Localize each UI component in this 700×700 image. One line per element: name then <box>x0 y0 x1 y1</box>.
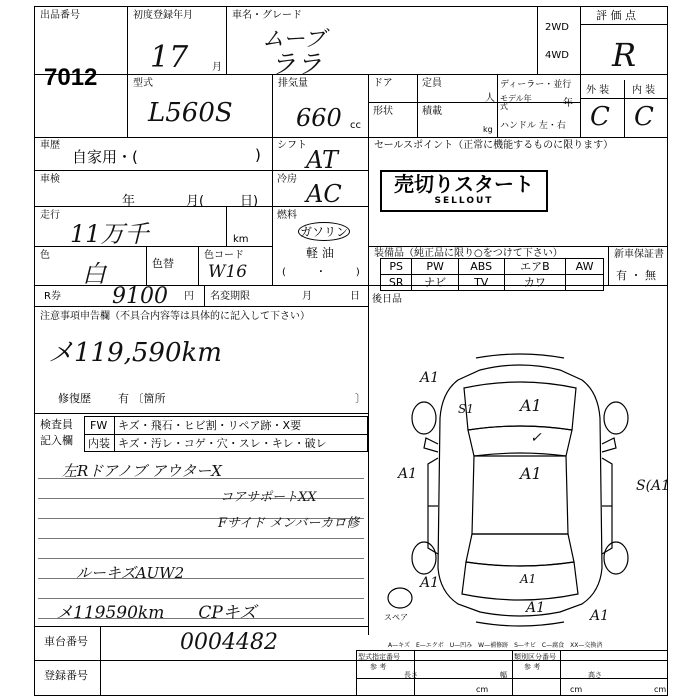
int-score: C <box>634 102 654 132</box>
recycle-value: 9100 <box>112 284 168 309</box>
history-close: ) <box>255 146 261 164</box>
inspection-day: 日) <box>240 194 259 209</box>
notes-label: 注意事項申告欄（不具合内容等は具体的に記入して下さい） <box>40 311 310 322</box>
interior-head: 内装 <box>88 437 110 450</box>
repair-close: 〕 <box>355 392 366 405</box>
chassis-label: 車台番号 <box>44 635 88 648</box>
doors-label: ドア <box>373 78 393 89</box>
displacement: 660 <box>296 104 342 132</box>
color-value: 白 <box>82 260 106 288</box>
color-label: 色 <box>40 250 50 261</box>
equip-aw: AW <box>566 259 604 275</box>
fuel-label: 燃料 <box>277 210 297 221</box>
car-diagram <box>372 348 671 628</box>
load-unit: kg <box>483 125 493 134</box>
capacity-unit: 人 <box>485 93 495 104</box>
inspector-note-2: コアサポートXX <box>220 490 317 505</box>
equip-ps: PS <box>381 259 412 275</box>
repair-label: 修復歴 <box>58 392 91 405</box>
inspector-label-2: 記入欄 <box>40 434 73 447</box>
mark-front-left-wheel: S1 <box>458 402 474 416</box>
lot-no: 7012 <box>44 64 98 91</box>
first-reg-year: 17 <box>150 40 189 75</box>
handle-label: ハンドル 左・右 <box>500 121 566 131</box>
history-value: 自家用・( <box>72 148 138 166</box>
wd-4: 4WD <box>545 50 569 61</box>
fuel-gasoline: ガソリン <box>298 222 350 241</box>
color-code-label: 色コード <box>204 250 244 261</box>
ac-value: AC <box>306 180 342 208</box>
first-reg-label: 初度登録年月 <box>133 10 193 21</box>
fw-head: FW <box>90 419 108 432</box>
stamp-main: 売切りスタート <box>394 172 534 196</box>
model-year-unit: 年 <box>563 98 573 109</box>
name-change-label: 名変期限 <box>210 291 250 302</box>
mark-windshield: ✓ <box>530 430 542 446</box>
length-unit: cm <box>476 685 489 694</box>
equip-airbag: エアB <box>504 259 565 275</box>
inspection-month: 月( <box>186 194 205 209</box>
recycle-unit: 円 <box>184 291 194 302</box>
displacement-label: 排気量 <box>278 78 308 89</box>
inspection-year: 年 <box>122 194 136 209</box>
displacement-unit: cc <box>350 120 361 131</box>
spare-label: スペア <box>384 613 408 622</box>
equip-sr: SR <box>381 275 412 291</box>
mark-right-side: S(A1 <box>636 478 671 494</box>
first-reg-month-unit: 月 <box>212 62 222 73</box>
width-unit: cm <box>570 685 583 694</box>
warranty-options: 有 ・ 無 <box>616 269 656 282</box>
mark-rear-panel: A1 <box>520 572 537 586</box>
rear-seat-label: 後日品 <box>372 294 402 305</box>
designation-label: 型式指定番号 <box>358 653 400 661</box>
equipment-label: 装備品（純正品に限り○をつけて下さい） <box>374 248 563 259</box>
mileage-value: 11万千 <box>70 220 149 248</box>
class-label: 類別区分番号 <box>514 653 556 661</box>
class-ref: 参 考 <box>524 663 541 671</box>
sellout-stamp <box>380 170 548 212</box>
fuel-paren: ( ・ ) <box>282 267 360 278</box>
mark-rear-left: A1 <box>420 575 440 591</box>
warranty-label: 新車保証書 <box>614 249 664 260</box>
model-code: L560S <box>148 98 233 128</box>
mark-rear-bumper: A1 <box>526 600 546 616</box>
equipment-table <box>380 258 604 291</box>
mark-rear-right: A1 <box>590 608 610 624</box>
mark-hood: A1 <box>520 396 542 415</box>
capacity-label: 定員 <box>422 78 442 89</box>
wd-2: 2WD <box>545 22 569 33</box>
notes-handwritten: メ119,590km <box>48 338 222 368</box>
model-grade-label: 車名・グレード <box>232 10 302 21</box>
equip-tv: TV <box>458 275 504 291</box>
shape-label: 形状 <box>373 106 393 117</box>
recycle-label: R券 <box>44 291 61 302</box>
repair-value: 有 〔箇所 <box>118 392 166 405</box>
ext-score: C <box>590 102 610 132</box>
reg-label: 登録番号 <box>44 669 88 682</box>
mark-front-left-fender: A1 <box>420 370 440 386</box>
mileage-unit: km <box>233 234 249 245</box>
score-label: 評 価 点 <box>596 9 636 22</box>
stamp-sub: SELLOUT <box>434 196 494 206</box>
mark-left-door: A1 <box>398 466 418 482</box>
equip-blank <box>566 275 604 291</box>
color-change-label: 色替 <box>152 257 174 270</box>
load-label: 積載 <box>422 106 442 117</box>
designation-ref: 参 考 <box>370 663 387 671</box>
model-code-label: 型式 <box>133 78 153 89</box>
equip-pw: PW <box>412 259 458 275</box>
shift-label: シフト <box>277 140 307 151</box>
equip-leather: カワ <box>504 275 565 291</box>
color-code: W16 <box>208 262 248 282</box>
fuel-diesel: 軽 油 <box>306 246 334 260</box>
sales-label: セールスポイント（正常に機能するものに限ります） <box>374 140 614 151</box>
legend: A—キズ E—エクボ U—凹み W—補修跡 S—サビ C—腐食 XX—交換済 <box>388 642 603 649</box>
inspection-label: 車検 <box>40 174 60 185</box>
height-label: 高さ <box>588 671 602 679</box>
int-label: 内 装 <box>632 85 656 96</box>
grade: ララ <box>270 50 323 80</box>
mark-roof: A1 <box>520 464 542 483</box>
equip-abs: ABS <box>458 259 504 275</box>
model-year-label: モデル年式 <box>500 94 532 111</box>
ext-label: 外 装 <box>586 85 610 96</box>
ac-label: 冷房 <box>277 174 297 185</box>
model-name: ムーブ <box>262 27 326 52</box>
mileage-label: 走行 <box>40 210 60 221</box>
inspector-note-3: Fサイド メンバーカロ修 <box>218 516 360 531</box>
dealer-label: ディーラー・並行 <box>500 80 572 90</box>
name-change-day: 日 <box>350 291 360 302</box>
score: R <box>612 36 637 74</box>
inspector-label-1: 検査員 <box>40 418 73 431</box>
fw-text: キズ・飛石・ヒビ割・リペア跡・X要 <box>118 419 302 432</box>
interior-text: キズ・汚レ・コゲ・穴・スレ・キレ・破レ <box>118 437 327 450</box>
lot-no-label: 出品番号 <box>40 10 80 21</box>
shift-value: AT <box>306 146 339 174</box>
height-unit: cm <box>654 685 667 694</box>
length-label: 長さ <box>404 671 418 679</box>
chassis-value: 0004482 <box>180 630 278 655</box>
equip-navi: ナビ <box>412 275 458 291</box>
history-label: 車歴 <box>40 140 60 151</box>
name-change-month: 月 <box>302 291 312 302</box>
inspector-note-5: メ119590km CPキズ <box>56 603 257 623</box>
width-label: 幅 <box>500 671 507 679</box>
inspector-note-1: 左Rドアノブ アウターX <box>62 462 222 480</box>
inspector-note-4: ルーキズAUW2 <box>76 564 185 582</box>
